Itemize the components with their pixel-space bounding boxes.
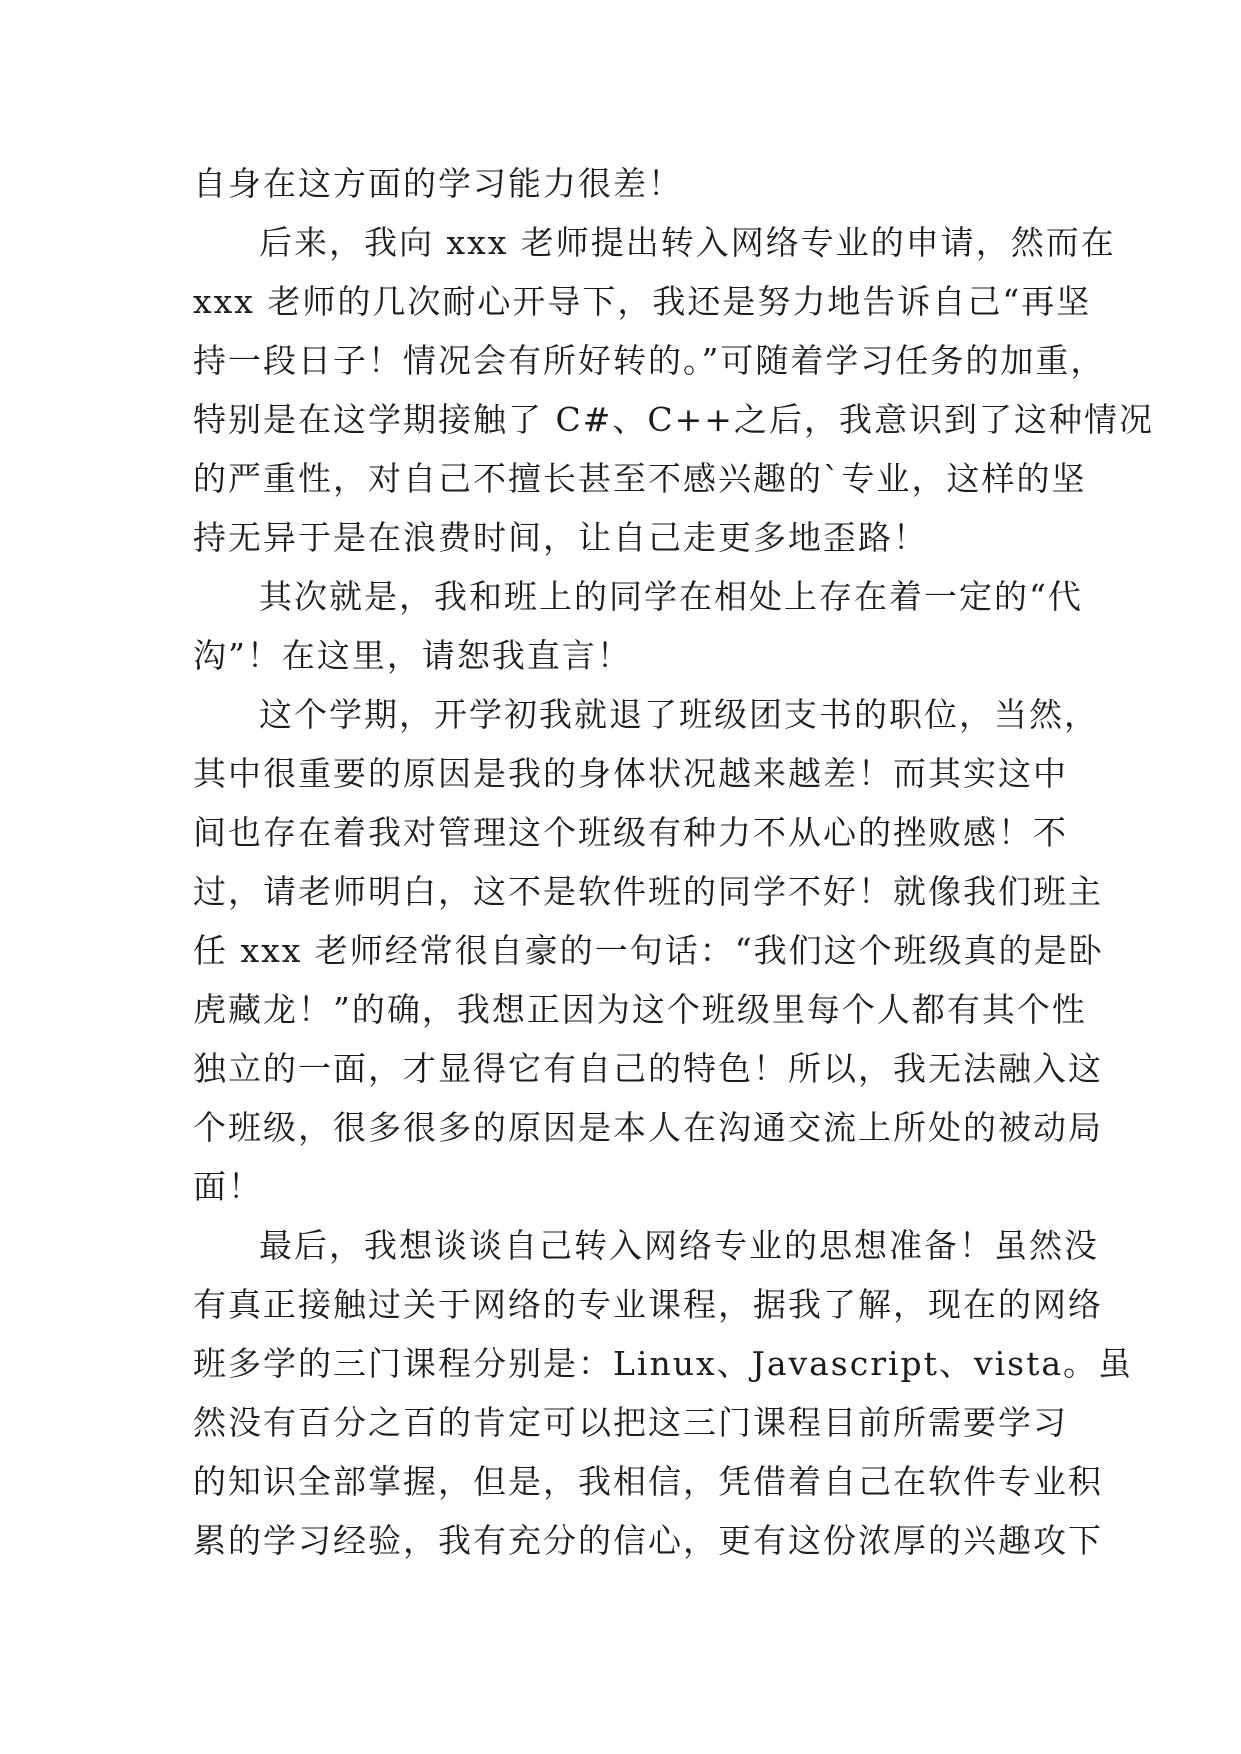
text-line: 面！ [193, 1167, 263, 1206]
text-line: 累的学习经验，我有充分的信心，更有这份浓厚的兴趣攻下 [193, 1521, 1103, 1560]
body-text [193, 154, 1154, 1570]
text-line: 虎藏龙！”的确，我想正因为这个班级里每个人都有其个性 [193, 990, 1087, 1029]
text-line: 过，请老师明白，这不是软件班的同学不好！就像我们班主 [193, 872, 1103, 911]
text-line: 持一段日子！情况会有所好转的。”可随着学习任务的加重， [193, 341, 1106, 380]
text-line: 个班级，很多很多的原因是本人在沟通交流上所处的被动局 [193, 1108, 1103, 1147]
text-line: 持无异于是在浪费时间，让自己走更多地歪路！ [193, 518, 928, 557]
text-line: 特别是在这学期接触了 C#、C++之后，我意识到了这种情况 [193, 400, 1154, 439]
text-line: 的严重性，对自己不擅长甚至不感兴趣的`专业，这样的坚 [193, 459, 1087, 498]
text-line: 的知识全部掌握，但是，我相信，凭借着自己在软件专业积 [193, 1462, 1103, 1501]
text-line: 其中很重要的原因是我的身体状况越来越差！而其实这中 [193, 754, 1068, 793]
text-line: 独立的一面，才显得它有自己的特色！所以，我无法融入这 [193, 1049, 1103, 1088]
text-line: xxx 老师的几次耐心开导下，我还是努力地告诉自己“再坚 [193, 282, 1092, 321]
paragraph-start-line: 后来，我向 xxx 老师提出转入网络专业的申请，然而在 [259, 223, 1116, 262]
text-line: 任 xxx 老师经常很自豪的一句话：“我们这个班级真的是卧 [193, 931, 1104, 970]
paragraph-start-line: 最后，我想谈谈自己转入网络专业的思想准备！虽然没 [259, 1226, 1099, 1265]
text-line: 班多学的三门课程分别是：Linux、Javascript、vista。虽 [193, 1344, 1134, 1383]
text-line: 间也存在着我对管理这个班级有种力不从心的挫败感！不 [193, 813, 1068, 852]
paragraph-start-line: 这个学期，开学初我就退了班级团支书的职位，当然， [259, 695, 1099, 734]
paragraph-start-line: 其次就是，我和班上的同学在相处上存在着一定的“代 [259, 577, 1083, 616]
text-line: 然没有百分之百的肯定可以把这三门课程目前所需要学习 [193, 1403, 1068, 1442]
text-line: 自身在这方面的学习能力很差！ [193, 164, 683, 203]
text-line: 沟”！在这里，请恕我直言！ [193, 636, 632, 675]
text-line: 有真正接触过关于网络的专业课程，据我了解，现在的网络 [193, 1285, 1103, 1324]
